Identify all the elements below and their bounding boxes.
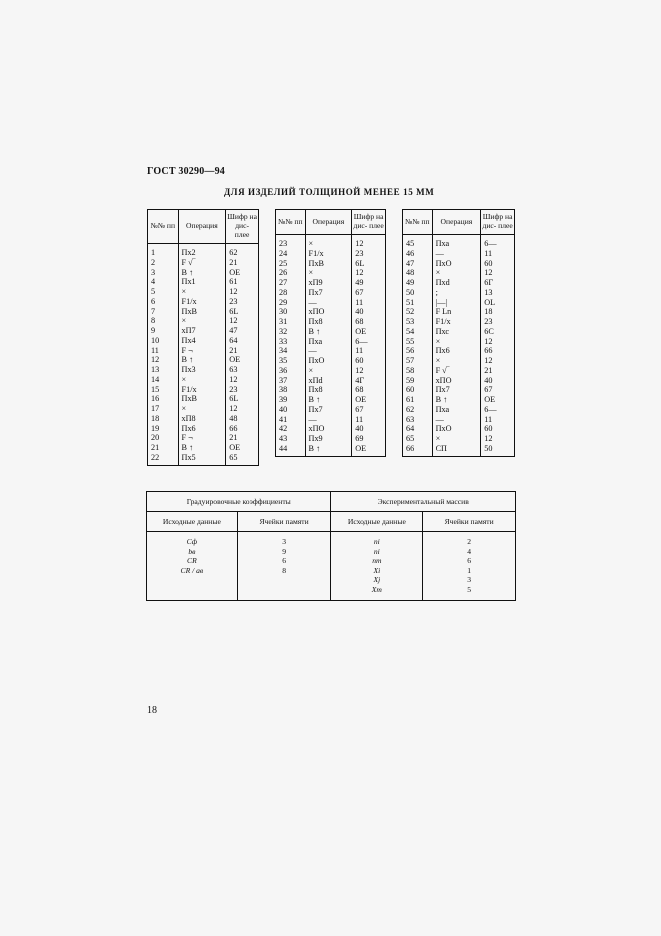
table-cell: 23 [484,317,493,326]
table-cell: 8 [151,316,156,326]
table-cell: — [435,248,444,258]
table-cell: 6— [484,239,497,248]
table-cell: × [435,356,441,365]
calib-right-source-list [331,532,423,601]
table-cell: 62 [229,248,238,257]
table-cell: 40 [484,375,493,385]
calibration-table [146,491,516,601]
table-cell: 30 [279,307,288,317]
table-cell: Пх7 [435,385,450,395]
table-cell: 12 [484,268,493,278]
table-cell: 49 [355,278,364,287]
table-cell: — [308,414,317,424]
table-cell: 69 [355,434,364,443]
table-cell: 48 [406,268,415,278]
table-cell: ОЕ [355,395,367,404]
table-cell: 6Г [484,278,494,287]
table-cell: 26 [279,268,288,278]
table-cell: 64 [406,424,415,434]
table-cell: Пх6 [181,423,196,433]
calib-list-item: Cф [186,537,198,546]
table-cell: 23 [229,384,238,394]
table-cell: F √‾ [435,365,450,375]
table-cell: ПхВ [308,258,325,268]
table-cell: 6— [484,404,497,414]
table-cell: 28 [279,287,288,297]
table-cell: 47 [229,326,238,335]
table-cell: 53 [406,317,415,326]
num-column [276,235,306,457]
table-cell: хП9 [308,278,323,287]
table-cell: Пха [435,404,450,414]
table-cell: 32 [279,326,288,336]
table-cell: 67 [355,404,364,414]
table-cell: 15 [151,384,160,394]
table-cell: 64 [229,335,238,345]
operation-column [178,244,226,466]
calib-list-item: 4 [467,546,471,556]
table-cell: ОЕ [484,395,496,404]
calib-list-item: bв [188,546,196,556]
table-cell: × [181,287,187,296]
table-cell: 12 [355,365,364,375]
table-cell: ПхВ [181,394,198,404]
table-cell: 18 [484,307,493,317]
table-cell: 12 [484,336,493,346]
calib-list-item: Xm [371,584,382,594]
page-number: 18 [147,705,157,716]
table-cell: 60 [484,258,493,268]
table-cell: хП7 [181,326,196,335]
table-cell: 25 [279,258,288,268]
table-cell: хП8 [181,413,196,423]
table-cell: 6— [355,336,368,346]
table-cell: 56 [406,346,415,356]
table-cell: Пх7 [308,404,323,414]
table-cell: 7 [151,306,156,316]
table-cell: × [308,239,314,248]
table-cell: 41 [279,414,288,424]
calib-list-item: CR / aв [180,565,204,575]
table-cell: ОЕ [229,355,241,365]
col-header-code: Шифр на дис- плее [226,210,259,244]
calib-group-right: Экспериментальный массив [331,492,516,512]
col-header-num: №№ пп [148,210,179,244]
table-cell: Пхd [435,278,450,287]
calib-list-item: 1 [467,565,471,575]
table-cell: Пх5 [181,452,196,462]
table-cell: Пхс [435,326,449,336]
table-cell: 21 [229,257,238,267]
table-row [403,235,515,457]
table-cell: 4Г [355,375,365,385]
col-header-num: №№ пп [403,210,433,235]
table-cell: 31 [279,317,288,326]
table-cell: ОЕ [355,443,367,453]
table-cell: В ↑ [181,355,194,365]
table-cell: 29 [279,297,288,307]
table-cell: F1/x [308,248,324,258]
table-cell: 23 [355,248,364,258]
calib-list-item: Xj [373,575,381,585]
table-cell: Пх3 [181,365,196,374]
table-cell: 36 [279,365,288,375]
table-cell: × [181,374,187,384]
table-cell: 60 [355,356,364,365]
table-cell: 34 [279,346,288,356]
table-cell: 21 [484,365,493,375]
table-cell: × [181,316,187,326]
table-cell: 49 [406,278,415,287]
table-cell: 13 [484,287,493,297]
calib-list-item: 2 [467,537,471,546]
table-cell: × [435,434,441,443]
table-cell: F1/x [181,296,197,306]
table-cell: Пх9 [308,434,323,443]
calib-sub-cells-left: Ячейки памяти [237,512,331,532]
table-cell: 50 [484,443,493,453]
calib-right-cells-list [423,532,516,601]
table-cell: 46 [406,248,415,258]
table-cell: 6L [229,306,239,316]
calib-sub-cells-right: Ячейки памяти [423,512,516,532]
table-cell: 66 [484,346,493,356]
table-cell: 52 [406,307,415,317]
calib-list-item: ni [373,537,380,546]
table-cell: 67 [355,287,364,297]
table-cell: СП [435,443,447,453]
table-cell: 40 [279,404,288,414]
table-cell: 38 [279,385,288,395]
table-cell: 43 [279,434,288,443]
calib-list-item: nm [372,556,382,566]
table-cell: Пх2 [181,248,196,257]
table-cell: Пх8 [308,385,323,395]
table-cell: 21 [229,433,238,443]
calib-list-item: 3 [467,575,471,585]
calib-left-cells-list [237,532,331,601]
calib-list-item: 8 [282,565,286,575]
table-cell: F Ln [435,307,452,317]
table-cell: 5 [151,287,156,296]
table-cell: ПхО [435,258,452,268]
table-cell: 45 [406,239,415,248]
calib-list-item: 9 [282,546,286,556]
program-table-block-2 [275,209,386,457]
table-cell: 3 [151,267,156,277]
table-cell: 11 [355,346,364,356]
col-header-code: Шифр на дис- плее [481,210,515,235]
table-cell: 23 [279,239,288,248]
calib-list-item: 5 [467,584,471,594]
table-cell: 54 [406,326,415,336]
table-cell: 12 [484,434,493,443]
table-cell: 61 [406,395,415,404]
table-cell: ПхВ [181,306,198,316]
num-column [403,235,433,457]
table-cell: × [181,404,187,413]
table-cell: 62 [406,404,415,414]
col-header-op: Операция [305,210,352,235]
table-cell: 4 [151,277,156,287]
table-cell: 2 [151,257,156,267]
calib-sub-src-right: Исходные данные [331,512,423,532]
calib-sub-src-left: Исходные данные [147,512,238,532]
table-cell: 65 [229,452,238,462]
table-cell: 59 [406,375,415,385]
table-cell: 11 [355,297,364,307]
calib-list-item: 6 [467,556,471,566]
table-cell: 33 [279,336,288,346]
calib-group-left: Градуировочные коэффициенты [147,492,331,512]
table-cell: — [308,346,317,356]
table-cell: 44 [279,443,288,453]
table-cell: 17 [151,404,160,413]
table-cell: В ↑ [308,443,321,453]
table-cell: ПхО [435,424,452,434]
table-cell: OL [484,297,496,307]
table-cell: 12 [151,355,160,365]
table-cell: 68 [355,317,364,326]
table-cell: 60 [484,424,493,434]
table-cell: ОЕ [229,267,241,277]
table-cell: 11 [484,248,493,258]
table-cell: ПхО [308,356,325,365]
table-cell: 11 [484,414,493,424]
program-table-block-3 [402,209,515,457]
table-cell: 66 [229,423,238,433]
calib-list-item: 6 [282,556,286,566]
table-cell: 19 [151,423,160,433]
table-cell: 35 [279,356,288,365]
table-row [276,235,386,457]
table-cell: 12 [229,316,238,326]
table-cell: 14 [151,374,160,384]
table-cell: хПО [435,375,452,385]
table-cell: 1 [151,248,156,257]
calib-list-item: 3 [282,537,286,546]
table-cell: 63 [229,365,238,374]
code-column [352,235,386,457]
table-cell: 6С [484,326,494,336]
table-cell: 12 [484,356,493,365]
table-cell: F1/x [435,317,451,326]
table-cell: |—| [435,297,448,307]
table-cell: 24 [279,248,288,258]
table-cell: В ↑ [435,395,448,404]
table-cell: 68 [355,385,364,395]
table-cell: 18 [151,413,160,423]
table-cell: Пх8 [308,317,323,326]
table-cell: 63 [406,414,415,424]
table-cell: 9 [151,326,156,335]
col-header-op: Операция [432,210,481,235]
table-row [148,244,259,466]
table-cell: — [308,297,317,307]
program-table-block-1 [147,209,259,466]
table-cell: 40 [355,307,364,317]
table-cell: 6 [151,296,156,306]
table-cell: 20 [151,433,160,443]
table-cell: 13 [151,365,160,374]
table-cell: 37 [279,375,288,385]
table-cell: 39 [279,395,288,404]
table-cell: 12 [229,374,238,384]
table-cell: — [435,414,444,424]
table-cell: 6L [229,394,239,404]
table-cell: хПО [308,424,325,434]
table-cell: Пх7 [308,287,323,297]
table-cell: ОЕ [229,443,241,452]
col-header-op: Операция [178,210,226,244]
table-cell: 50 [406,287,415,297]
calib-list-item: CR [187,556,197,566]
table-cell: F ¬ [181,433,193,443]
table-cell: 12 [355,268,364,278]
table-cell: 67 [484,385,493,395]
table-cell: 51 [406,297,415,307]
calib-list-item: Xi [373,565,381,575]
table-cell: хПО [308,307,325,317]
table-cell: 65 [406,434,415,443]
table-cell: 40 [355,424,364,434]
col-header-num: №№ пп [276,210,306,235]
table-cell: 58 [406,365,415,375]
table-cell: хПd [308,375,323,385]
table-cell: × [435,268,441,278]
table-cell: 55 [406,336,415,346]
calib-list-item: ni [373,546,380,556]
table-cell: Пха [435,239,450,248]
table-cell: 16 [151,394,160,404]
table-cell: 27 [279,278,288,287]
table-cell: 10 [151,335,160,345]
table-cell: 21 [151,443,160,452]
table-cell: В ↑ [308,395,321,404]
table-cell: 42 [279,424,288,434]
table-cell: 57 [406,356,415,365]
table-cell: 12 [355,239,364,248]
table-cell: 11 [151,345,159,355]
section-heading: ДЛЯ ИЗДЕЛИЙ ТОЛЩИНОЙ МЕНЕЕ 15 ММ [224,187,435,197]
table-cell: × [308,268,314,278]
code-column [481,235,515,457]
code-column [226,244,259,466]
table-cell: 22 [151,452,160,462]
table-cell: Пх6 [435,346,450,356]
table-cell: × [308,365,314,375]
table-cell: ОЕ [355,326,367,336]
operation-column [305,235,352,457]
table-cell: ; [435,287,438,297]
table-cell: 12 [229,404,238,413]
table-cell: 61 [229,277,238,287]
table-cell: F1/x [181,384,197,394]
table-cell: F ¬ [181,345,193,355]
table-cell: 60 [406,385,415,395]
num-column [148,244,179,466]
table-cell: В ↑ [181,443,194,452]
table-cell: 12 [229,287,238,296]
table-cell: 23 [229,296,238,306]
standard-code: ГОСТ 30290—94 [147,166,226,177]
table-cell: В ↑ [181,267,194,277]
calib-left-source-list [147,532,238,601]
table-cell: 6L [355,258,365,268]
table-cell: Пха [308,336,323,346]
table-cell: 47 [406,258,415,268]
table-cell: В ↑ [308,326,321,336]
col-header-code: Шифр на дис- плее [352,210,386,235]
table-cell: Пх4 [181,335,196,345]
table-cell: 11 [355,414,364,424]
table-cell: 48 [229,413,238,423]
operation-column [432,235,481,457]
table-cell: 66 [406,443,415,453]
table-cell: × [435,336,441,346]
table-cell: F √‾ [181,257,196,267]
table-cell: 21 [229,345,238,355]
table-cell: Пх1 [181,277,196,287]
